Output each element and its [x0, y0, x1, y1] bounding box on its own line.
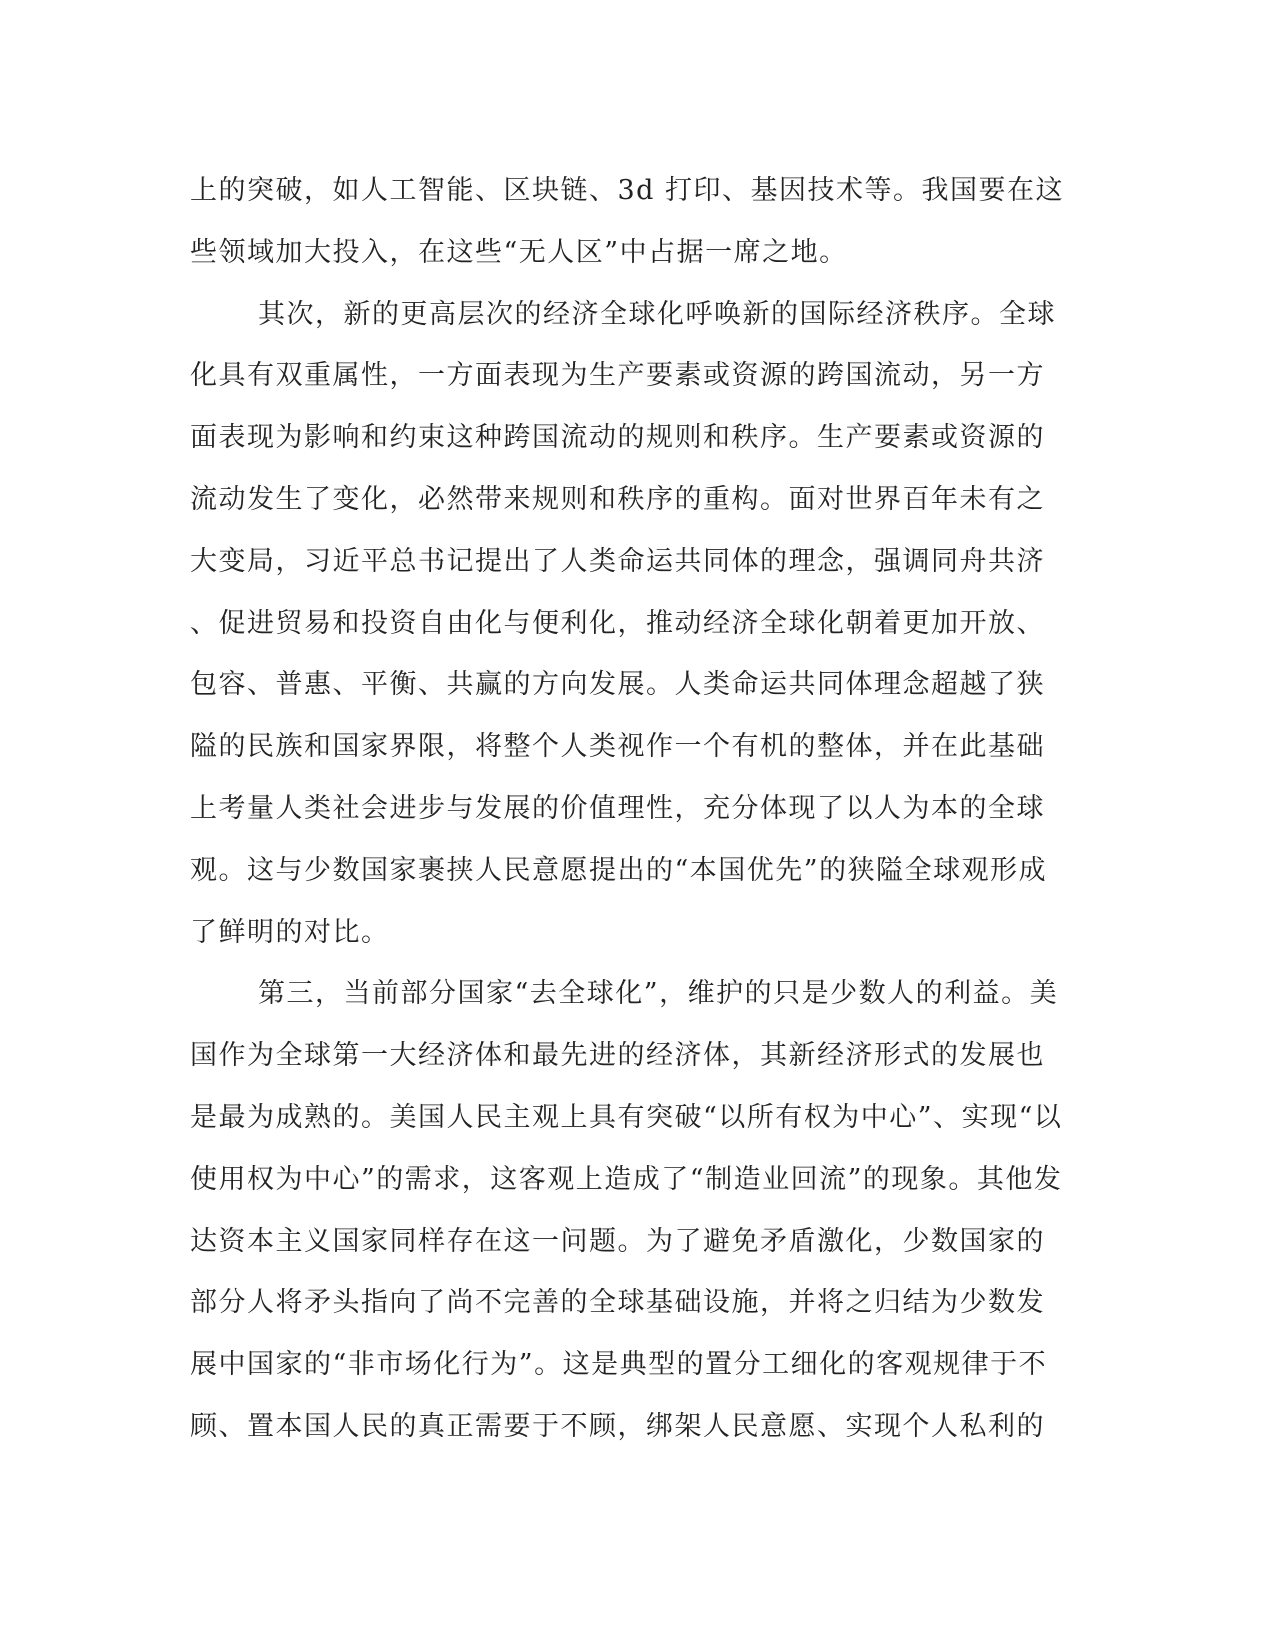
text-line: 上的突破，如人工智能、区块链、3d 打印、基因技术等。我国要在这 [190, 175, 1065, 206]
text-line: 观。这与少数国家裹挟人民意愿提出的“本国优先”的狭隘全球观形成 [190, 854, 1048, 886]
text-line: 、促进贸易和投资自由化与便利化，推动经济全球化朝着更加开放、 [190, 607, 1045, 639]
text-line: 顾、置本国人民的真正需要于不顾，绑架人民意愿、实现个人私利的 [190, 1410, 1045, 1442]
paragraph-start-line: 第三，当前部分国家“去全球化”，维护的只是少数人的利益。美 [258, 978, 1059, 1010]
text-line: 展中国家的“非市场化行为”。这是典型的置分工细化的客观规律于不 [190, 1349, 1048, 1381]
text-line: 是最为成熟的。美国人民主观上具有突破“以所有权为中心”、实现“以 [190, 1101, 1063, 1133]
text-line: 包容、普惠、平衡、共赢的方向发展。人类命运共同体理念超越了狭 [190, 669, 1045, 701]
text-line: 使用权为中心”的需求，这客观上造成了“制造业回流”的现象。其他发 [190, 1163, 1063, 1195]
text-line: 隘的民族和国家界限，将整个人类视作一个有机的整体，并在此基础 [190, 731, 1045, 763]
text-line: 面表现为影响和约束这种跨国流动的规则和秩序。生产要素或资源的 [190, 422, 1045, 454]
body-text [190, 160, 1090, 1458]
text-line: 国作为全球第一大经济体和最先进的经济体，其新经济形式的发展也 [190, 1040, 1045, 1072]
text-line: 部分人将矛头指向了尚不完善的全球基础设施，并将之归结为少数发 [190, 1287, 1045, 1319]
text-line: 上考量人类社会进步与发展的价值理性，充分体现了以人为本的全球 [190, 792, 1045, 824]
text-line: 大变局，习近平总书记提出了人类命运共同体的理念，强调同舟共济 [190, 545, 1045, 577]
text-line: 流动发生了变化，必然带来规则和秩序的重构。面对世界百年未有之 [190, 483, 1045, 515]
paragraph-start-line: 其次，新的更高层次的经济全球化呼唤新的国际经济秩序。全球 [258, 298, 1056, 330]
text-line: 了鲜明的对比。 [190, 916, 390, 948]
text-line: 些领域加大投入，在这些“无人区”中占据一席之地。 [190, 236, 848, 268]
text-line: 化具有双重属性，一方面表现为生产要素或资源的跨国流动，另一方 [190, 360, 1045, 392]
text-line: 达资本主义国家同样存在这一问题。为了避免矛盾激化，少数国家的 [190, 1225, 1045, 1257]
